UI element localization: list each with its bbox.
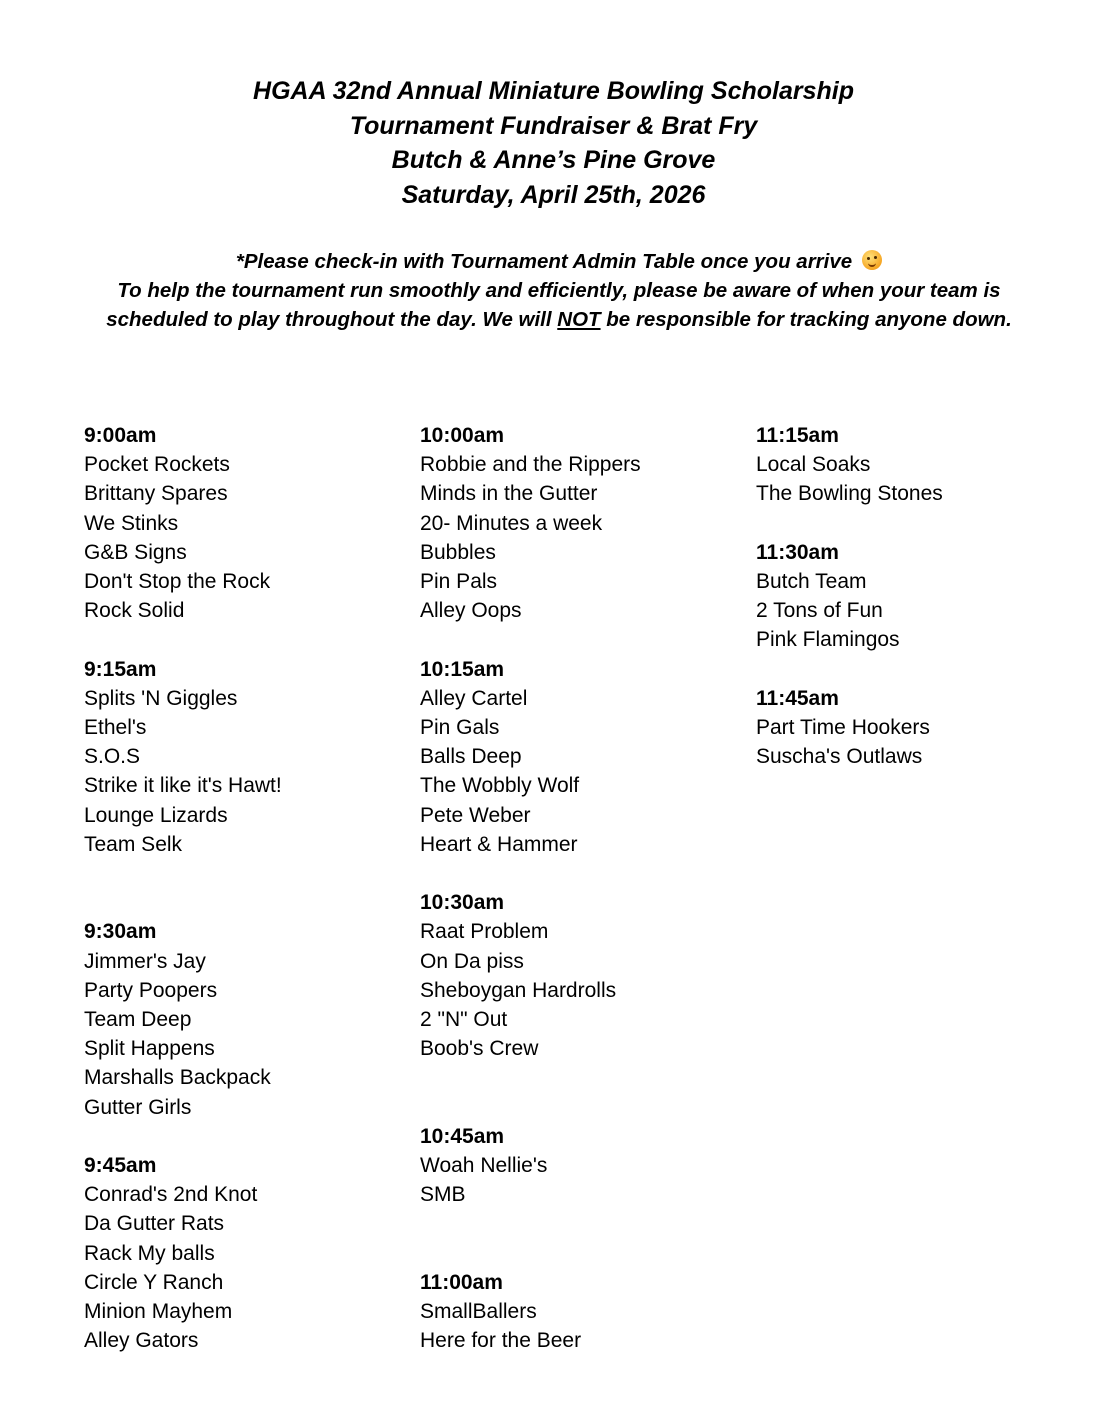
team-name: Local Soaks <box>756 453 871 477</box>
team-name: Balls Deep <box>420 745 522 769</box>
checkin-text: *Please check-in with Tournament Admin Table once you arrive <box>235 250 853 273</box>
slot-time: 11:15am <box>756 424 839 447</box>
team-name: Marshalls Backpack <box>84 1066 271 1090</box>
slot-time: 9:45am <box>84 1154 157 1178</box>
warning-text-start: To help the tournament run smoothly and efficiently, please be aware of when your team is scheduled to play throughout the day. We will <box>106 279 1001 331</box>
team-name: Alley Oops <box>420 599 522 623</box>
slot-time: 10:15am <box>420 657 505 681</box>
team-name: Party Poopers <box>84 978 218 1002</box>
time-slot <box>420 1122 641 1210</box>
slot-time: 11:00am <box>420 1270 503 1294</box>
team-name: The Bowling Stones <box>756 482 943 506</box>
team-name: Butch Team <box>756 570 867 593</box>
team-name: Robbie and the Rippers <box>420 453 641 477</box>
slot-time: 11:45am <box>756 686 839 710</box>
schedule-column-2 <box>420 421 641 1385</box>
team-name: Suscha's Outlaws <box>756 745 923 769</box>
team-name: Minds in the Gutter <box>420 482 598 506</box>
team-name: Boob's Crew <box>420 1037 539 1061</box>
team-name: Conrad's 2nd Knot <box>84 1183 258 1207</box>
time-slot <box>420 888 641 1063</box>
team-name: G&B Signs <box>84 540 187 564</box>
checkin-note <box>84 247 1034 276</box>
team-name: Pocket Rockets <box>84 453 230 477</box>
team-name: S.O.S <box>84 745 141 769</box>
slot-time: 10:30am <box>420 891 505 915</box>
team-name: Ethel's <box>84 716 147 740</box>
time-slot <box>420 655 641 859</box>
team-name: Team Deep <box>84 1008 192 1032</box>
team-name: Pin Pals <box>420 570 498 594</box>
smiling-face-icon <box>862 250 882 270</box>
team-name: Rack My balls <box>84 1241 215 1265</box>
team-name: SmallBallers <box>420 1300 537 1324</box>
team-name: Split Happens <box>84 1037 215 1061</box>
team-name: 2 "N" Out <box>420 1008 508 1032</box>
slot-time: 9:00am <box>84 424 157 447</box>
team-name: Sheboygan Hardrolls <box>420 978 617 1002</box>
time-slot <box>756 538 943 655</box>
team-name: Splits 'N Giggles <box>84 686 238 710</box>
team-name: Pin Gals <box>420 716 500 740</box>
title-venue: Butch & Anne’s Pine Grove <box>391 146 716 175</box>
warning-emphasis: NOT <box>557 308 601 331</box>
slot-time: 10:00am <box>420 424 505 447</box>
team-name: Here for the Beer <box>420 1329 582 1353</box>
team-name: Rock Solid <box>84 599 185 623</box>
time-slot <box>756 421 943 509</box>
title-line-1: HGAA 32nd Annual Miniature Bowling Scholarship <box>253 77 854 105</box>
title-date: Saturday, April 25th, 2026 <box>401 181 706 210</box>
team-name: Da Gutter Rats <box>84 1212 225 1236</box>
team-name: Minion Mayhem <box>84 1300 233 1324</box>
team-name: Lounge Lizards <box>84 803 228 827</box>
slot-time: 11:30am <box>756 540 839 564</box>
team-name: On Da piss <box>420 949 524 973</box>
document-title <box>0 74 1119 213</box>
team-name: Woah Nellie's <box>420 1154 548 1178</box>
team-name: Circle Y Ranch <box>84 1270 224 1294</box>
team-name: Strike it like it's Hawt! <box>84 774 282 798</box>
schedule-column-3 <box>756 421 943 801</box>
team-name: Team Selk <box>84 832 183 856</box>
time-slot <box>420 421 641 625</box>
team-name: The Wobbly Wolf <box>420 774 580 798</box>
slot-time: 9:15am <box>84 657 157 681</box>
time-slot <box>756 684 943 772</box>
time-slot <box>420 1268 641 1356</box>
team-name: Part Time Hookers <box>756 716 930 739</box>
team-name: We Stinks <box>84 511 179 535</box>
team-name: Gutter Girls <box>84 1095 192 1119</box>
schedule-warning <box>84 276 1034 334</box>
team-name: Pete Weber <box>420 803 531 827</box>
team-name: Alley Cartel <box>420 686 528 710</box>
time-slot <box>84 1151 282 1355</box>
team-name: Heart & Hammer <box>420 832 578 856</box>
team-name: Alley Gators <box>84 1329 199 1353</box>
time-slot <box>84 421 282 625</box>
notice <box>84 247 1034 334</box>
team-name: SMB <box>420 1183 466 1207</box>
title-line-2: Tournament Fundraiser & Brat Fry <box>349 111 758 140</box>
team-name: Don't Stop the Rock <box>84 570 271 594</box>
team-name: Pink Flamingos <box>756 628 900 652</box>
slot-time: 10:45am <box>420 1124 505 1148</box>
warning-text-end: be responsible for tracking anyone down. <box>600 308 1012 331</box>
team-name: 20- Minutes a week <box>420 511 603 535</box>
team-name: Bubbles <box>420 540 496 564</box>
team-name: 2 Tons of Fun <box>756 599 883 623</box>
team-name: Raat Problem <box>420 920 549 944</box>
time-slot <box>84 917 282 1121</box>
team-name: Brittany Spares <box>84 482 228 506</box>
slot-time: 9:30am <box>84 920 157 944</box>
time-slot <box>84 655 282 859</box>
schedule-column-1 <box>84 421 282 1385</box>
team-name: Jimmer's Jay <box>84 949 206 973</box>
